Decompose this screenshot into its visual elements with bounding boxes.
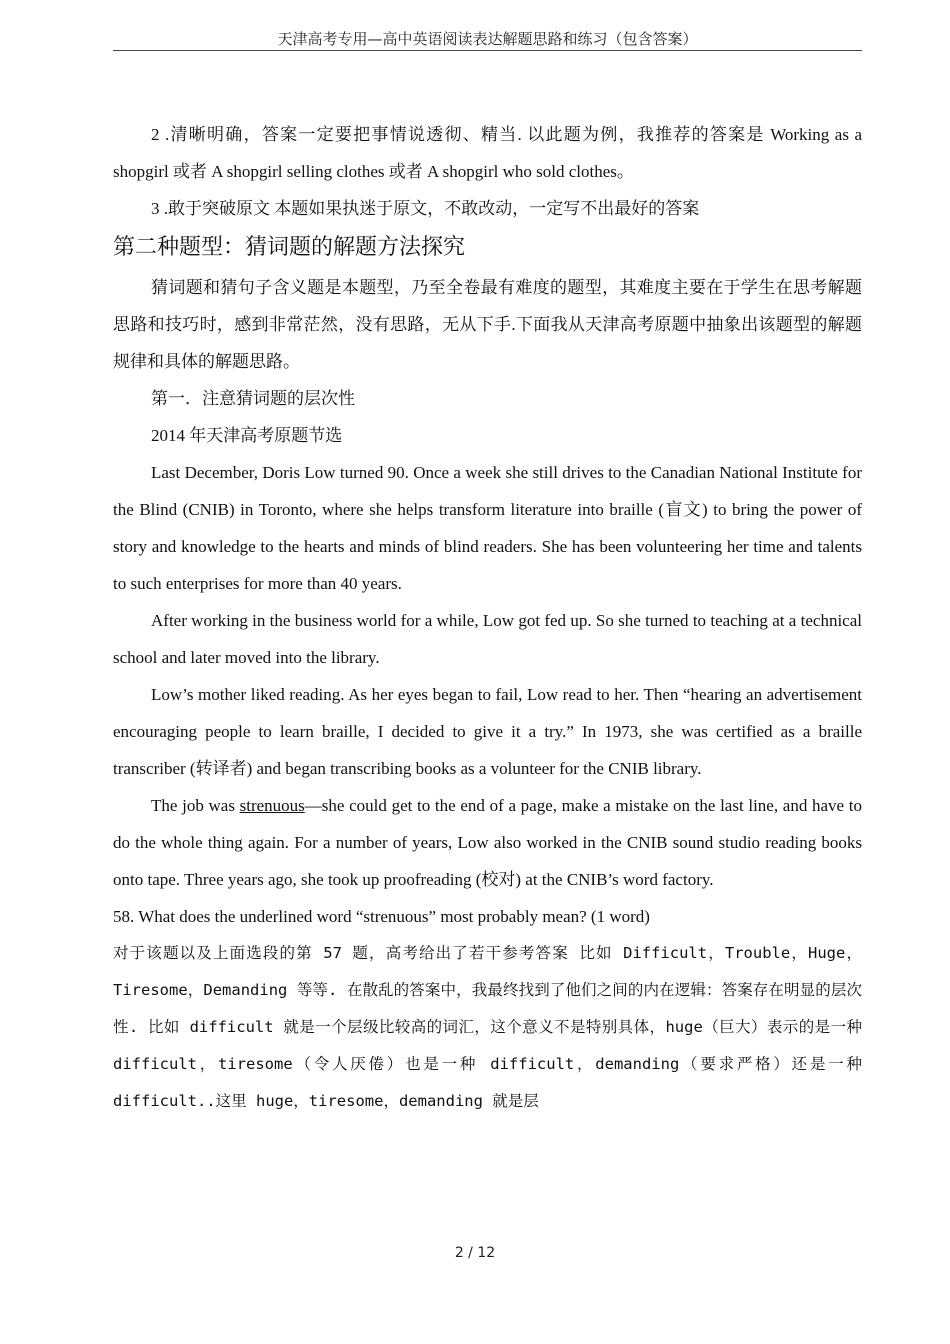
header-divider bbox=[113, 50, 862, 51]
passage-paragraph-4 bbox=[113, 787, 862, 898]
passage-text-before: The job was bbox=[151, 796, 240, 815]
analysis-paragraph: 对于该题以及上面选段的第 57 题，高考给出了若干参考答案 比如 Difficult，Trouble，Huge，Tiresome，Demanding 等等. 在散乱的答案中，我最终找到了他们之间的内在逻辑：答案存在明显的层次性. 比如 difficult 就是一个层级比较高的词汇，这个意义不是特别具体，huge（巨大）表示的是一种 difficult，tiresome（令人厌倦）也是一种 difficult，demanding（要求严格）还是一种 difficult..这里 huge，tiresome，demanding 就是层 bbox=[113, 944, 862, 1110]
page-number: 2 / 12 bbox=[454, 1245, 496, 1261]
answer-tip-2: 2 .清晰明确，答案一定要把事情说透彻、精当. 以此题为例，我推荐的答案是 Working as a shopgirl 或者 A shopgirl selling clothes 或者 A shopgirl who sold clothes。 bbox=[113, 125, 862, 181]
intro-paragraph: 猜词题和猜句子含义题是本题型，乃至全卷最有难度的题型，其难度主要在于学生在思考解题思路和技巧时，感到非常茫然，没有思路，无从下手.下面我从天津高考原题中抽象出该题型的解题规律和具体的解题思路。 bbox=[113, 278, 862, 371]
answer-tip-3: 3 .敢于突破原文 本题如果执迷于原文，不敢改动，一定写不出最好的答案 bbox=[151, 199, 700, 218]
passage-paragraph-1: Last December, Doris Low turned 90. Once a week she still drives to the Canadian National Institute for the Blind (CNIB) in Toronto, where she helps transform literature into braille (盲文) to bring the power of story and knowledge to the hearts and minds of blind readers. She has been volunteering her time and talents to such enterprises for more than 40 years. bbox=[113, 463, 862, 593]
passage-paragraph-3: Low’s mother liked reading. As her eyes began to fail, Low read to her. Then “hearing an advertisement encouraging people to learn braille, I decided to give it a try.” In 1973, she was certified as a braille transcriber (转译者) and began transcribing books as a volunteer for the CNIB library. bbox=[113, 685, 862, 778]
page-header: 天津高考专用—高中英语阅读表达解题思路和练习（包含答案） bbox=[277, 30, 698, 48]
question-58: 58. What does the underlined word “strenuous” most probably mean? (1 word) bbox=[113, 907, 650, 926]
document-body bbox=[113, 116, 862, 1120]
passage-paragraph-2: After working in the business world for a while, Low got fed up. So she turned to teaching at a technical school and later moved into the library. bbox=[113, 611, 862, 667]
section-heading: 第二种题型：猜词题的解题方法探究 bbox=[113, 235, 466, 260]
underlined-word: strenuous bbox=[239, 796, 305, 815]
sub-heading: 第一．注意猜词题的层次性 bbox=[151, 389, 355, 408]
source-label: 2014 年天津高考原题节选 bbox=[151, 426, 343, 445]
passage-text-after: —she could get to the end of a page, make a mistake on the last line, and have to do the whole thing again. For a number of years, Low also worked in the CNIB sound studio reading books onto tape. Three years ago, she took up proofreading (校对) at the CNIB’s word factory. bbox=[113, 796, 862, 889]
